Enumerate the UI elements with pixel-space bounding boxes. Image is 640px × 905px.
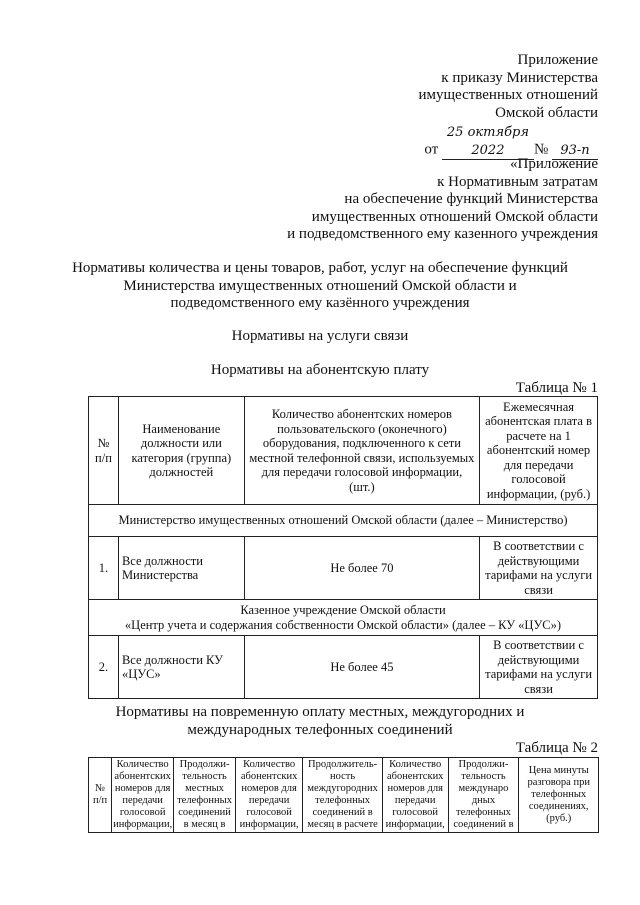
table2-caption: Таблица № 2 [515,740,598,756]
sub-appendix-line: и подведомственного ему казенного учреждения [287,226,598,242]
main-title [0,260,640,313]
row-price: В соответствии с действующими тарифами на услуги связи [480,636,598,699]
sub-appendix-line: на обеспечение функций Министерства [344,191,598,207]
table1-section-kuzus [89,600,598,636]
table1-caption: Таблица № 1 [515,380,598,396]
section-title: Нормативы на услуги связи [231,328,409,344]
table1-header-price: Ежемесячная абонентская плата в расчете на 1 абонентский номер для передачи голосовой информации, (руб.) [480,397,598,505]
appendix-header [418,52,598,160]
table2-header-row [89,758,599,833]
handwritten-number: 93-п [552,142,598,161]
table2-header-price-per-minute: Цена минуты разговора при телефонных соединениях, (руб.) [519,758,599,833]
table1-header-name: Наименование должности или категория (группа) должностей [118,397,244,505]
table2-header-num: № п/п [89,758,112,833]
table1-header-qty: Количество абонентских номеров пользовательского (оконечного) оборудования, подключенного к сети местной телефонной связи, используемых для передачи голосовой информации, (шт.) [244,397,479,505]
appendix-line: имущественных отношений [418,87,598,103]
subsection2-title-line: международных телефонных соединений [187,721,453,738]
table2-header-intercity-count: Количество абонентских номеров для передачи голосовой информации, [235,758,303,833]
table2-header-intercity-duration: Продолжитель-ность междугородних телефонных соединений в месяц в расчете [303,758,382,833]
table1-header-num: № п/п [89,397,119,505]
table2-header-intl-count: Количество абонентских номеров для передачи голосовой информации, [382,758,448,833]
main-title-line: подведомственного ему казённого учреждения [170,295,470,311]
table2-header-local-count: Количество абонентских номеров для передачи голосовой информации, [112,758,174,833]
from-prefix: от [424,141,439,158]
sub-appendix-header [287,156,598,244]
table1-header-row [89,397,598,505]
row-qty: Не более 70 [244,537,479,600]
main-title-line: Министерства имущественных отношений Омской области и [123,277,517,294]
order-date-line [418,124,598,160]
appendix-line: Омской области [495,104,598,121]
row-price: В соответствии с действующими тарифами на услуги связи [480,537,598,600]
subsection2-title [0,704,640,739]
table1-section-ministry: Министерство имущественных отношений Омской области (далее – Министерство) [89,505,598,537]
row-num: 1. [89,537,119,600]
sub-appendix-line: имущественных отношений Омской области [311,208,598,225]
table1-section-row [89,600,598,636]
table-row [89,537,598,600]
appendix-line: Приложение [517,52,598,68]
table2-header-local-duration: Продолжи-тельность местных телефонных соединений в месяц в [174,758,236,833]
table2-header-intl-duration: Продолжи-тельность междунаро дных телефонных соединений в [448,758,519,833]
subsection2-title-line: Нормативы на повременную оплату местных, междугородних и [115,704,525,720]
table2 [88,757,599,833]
table-row [89,636,598,699]
section-line: «Центр учета и содержания собственности Омской области» (далее – КУ «ЦУС») [124,617,562,632]
row-name: Все должности Министерства [118,537,244,600]
sub-appendix-line: к Нормативным затратам [437,173,598,190]
row-name: Все должности КУ «ЦУС» [118,636,244,699]
section-line: Казенное учреждение Омской области [240,603,446,617]
number-prefix: № [533,141,549,158]
row-num: 2. [89,636,119,699]
row-qty: Не более 45 [244,636,479,699]
sub-appendix-line: «Приложение [509,156,598,172]
table1-section-row [89,505,598,537]
main-title-line: Нормативы количества и цены товаров, работ, услуг на обеспечение функций [72,260,568,276]
table1 [88,396,598,699]
handwritten-date: 25 октября 2022 [442,124,534,160]
subsection-title: Нормативы на абонентскую плату [210,362,430,378]
appendix-line: к приказу Министерства [441,69,598,86]
